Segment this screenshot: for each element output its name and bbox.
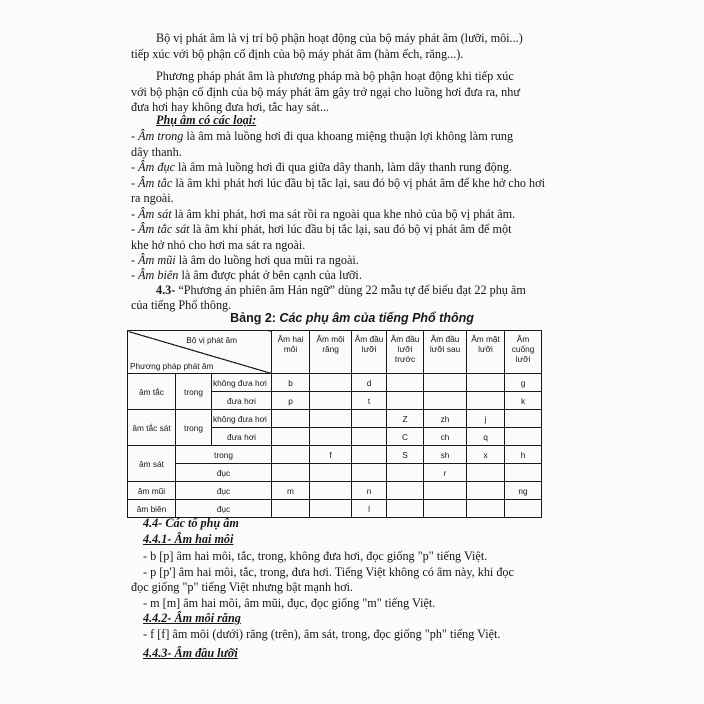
col-header-hai-moi: Âm hai môi (272, 331, 310, 374)
cell-empty (387, 392, 424, 410)
row-label-duc: đục (176, 482, 272, 500)
cell-empty (424, 500, 467, 518)
consonant-table (127, 330, 542, 518)
type-item-am-duc: - Âm đục là âm mà luồng hơi đi qua giữa dây thanh, làm dây thanh rung động. (131, 160, 512, 174)
corner-top-label: Bộ vị phát âm (186, 335, 238, 345)
cell-b: b (272, 374, 310, 392)
type-item-am-bien: - Âm biên là âm được phát ở bên cạnh của lưỡi. (131, 268, 362, 282)
cell-empty (310, 428, 352, 446)
intro-p1-line2: tiếp xúc với bộ phận cố định của bộ máy phát âm (hàm ếch, răng...). (131, 47, 464, 61)
section-4-3-line2: của tiếng Phổ thông. (131, 298, 232, 312)
row-label-am-mui: âm mũi (128, 482, 176, 500)
cell-empty (310, 374, 352, 392)
cell-ch: ch (424, 428, 467, 446)
table-row (128, 482, 542, 500)
intro-p2-line1: Phương pháp phát âm là phương pháp mà bộ phận hoạt động khi tiếp xúc (156, 69, 514, 83)
section-4-4-heading: 4.4- Các tổ phụ âm (143, 516, 239, 530)
row-label-am-bien: âm biên (128, 500, 176, 518)
cell-empty (310, 410, 352, 428)
cell-empty (272, 500, 310, 518)
table-caption-prefix: Bảng 2: (230, 311, 280, 325)
cell-n: n (352, 482, 387, 500)
table-row (128, 446, 542, 464)
consonant-p-line2: đọc giống "p" tiếng Việt nhưng bật mạnh hơi. (131, 580, 354, 594)
cell-empty (505, 464, 542, 482)
cell-ng: ng (505, 482, 542, 500)
cell-empty (424, 374, 467, 392)
intro-p2-line3: đưa hơi hay không đưa hơi, tắc hay sát... (131, 100, 330, 114)
row-label-trong: trong (176, 446, 272, 464)
cell-f: f (310, 446, 352, 464)
intro-p2-line2: với bộ phận cố định của bộ máy phát âm gây trở ngại cho luồng hơi đưa ra, như (131, 85, 520, 99)
cell-empty (467, 482, 505, 500)
desc-am-bien: là âm được phát ở bên cạnh của lưỡi. (178, 268, 362, 282)
type-item-am-tac-sat: - Âm tắc sát là âm khi phát, hơi lúc đầu bị tắc lại, sau đó bộ vị phát âm để một (131, 222, 512, 236)
cell-p: p (272, 392, 310, 410)
section-4-4-3-heading: 4.4.3- Âm đầu lưỡi (143, 646, 238, 660)
cell-empty (272, 428, 310, 446)
row-label-am-sat: âm sát (128, 446, 176, 482)
section-4-4-1-heading: 4.4.1- Âm hai môi (143, 532, 234, 546)
row-label-duc: đục (176, 464, 272, 482)
term-am-bien: Âm biên (138, 268, 179, 282)
cell-empty (424, 482, 467, 500)
type-item-am-mui: - Âm mũi là âm do luồng hơi qua mũi ra ngoài. (131, 253, 359, 267)
row-label-trong: trong (176, 410, 212, 446)
desc-am-sat: là âm khi phát, hơi ma sát rồi ra ngoài qua khe nhỏ của bộ vị phát âm. (171, 207, 516, 221)
type-item-am-tac-cont: ra ngoài. (131, 191, 174, 205)
cell-q: q (467, 428, 505, 446)
cell-empty (310, 500, 352, 518)
desc-am-tac-sat: là âm khi phát, hơi lúc đầu bị tắc lại, sau đó bộ vị phát âm để một (189, 222, 512, 236)
cell-empty (352, 410, 387, 428)
cell-r: r (424, 464, 467, 482)
row-label-khong-dua-hoi: không đưa hơi (212, 374, 272, 392)
col-header-cuong-luoi: Âm cuống lưỡi (505, 331, 542, 374)
col-header-mat-luoi: Âm mặt lưỡi (467, 331, 505, 374)
cell-empty (310, 392, 352, 410)
table-corner-header (128, 331, 272, 374)
cell-g: g (505, 374, 542, 392)
desc-am-trong: là âm mà luồng hơi đi qua khoang miệng thuận lợi không làm rung (183, 129, 514, 143)
table-row (128, 500, 542, 518)
type-item-am-trong-cont: dây thanh. (131, 145, 182, 159)
row-label-am-tac-sat: âm tắc sát (128, 410, 176, 446)
cell-empty (387, 464, 424, 482)
term-am-sat: Âm sát (138, 207, 172, 221)
row-label-duc: đục (176, 500, 272, 518)
cell-m: m (272, 482, 310, 500)
cell-t: t (352, 392, 387, 410)
cell-empty (272, 464, 310, 482)
term-am-trong: Âm trong (138, 129, 184, 143)
cell-empty (505, 410, 542, 428)
cell-c: C (387, 428, 424, 446)
type-item-am-trong: - Âm trong là âm mà luồng hơi đi qua khoang miệng thuận lợi không làm rung (131, 129, 514, 143)
row-label-trong: trong (176, 374, 212, 410)
consonant-types-heading: Phụ âm có các loại: (156, 113, 257, 127)
cell-empty (505, 500, 542, 518)
col-header-dau-luoi-sau: Âm đầu lưỡi sau (424, 331, 467, 374)
cell-z: Z (387, 410, 424, 428)
cell-empty (387, 500, 424, 518)
section-4-3-line1 (156, 283, 526, 298)
cell-empty (352, 464, 387, 482)
table-caption (0, 311, 704, 325)
cell-empty (272, 410, 310, 428)
cell-l: l (352, 500, 387, 518)
term-am-mui: Âm mũi (138, 253, 176, 267)
cell-empty (310, 482, 352, 500)
cell-s: S (387, 446, 424, 464)
term-am-tac-sat: Âm tắc sát (138, 222, 190, 236)
type-item-am-tac-sat-cont: khe hở nhỏ cho hơi ma sát ra ngoài. (131, 238, 306, 252)
cell-empty (467, 392, 505, 410)
consonant-p-line1: - p [p'] âm hai môi, tắc, trong, đưa hơi. Tiếng Việt không có âm này, khi đọc (143, 565, 514, 579)
cell-empty (310, 464, 352, 482)
row-label-dua-hoi: đưa hơi (212, 392, 272, 410)
consonant-f-line: - f [f] âm môi (dưới) răng (trên), âm sát, trong, đọc giống "ph" tiếng Việt. (143, 627, 501, 641)
cell-empty (352, 446, 387, 464)
table-header-row (128, 331, 542, 374)
cell-empty (272, 446, 310, 464)
cell-empty (352, 428, 387, 446)
type-item-am-tac: - Âm tắc là âm khi phát hơi lúc đầu bị tắc lại, sau đó bộ vị phát âm để khe hở cho hơi (131, 176, 545, 190)
term-am-tac: Âm tắc (138, 176, 173, 190)
intro-p1-line1: Bộ vị phát âm là vị trí bộ phận hoạt động của bộ máy phát âm (lưỡi, môi...) (156, 31, 523, 45)
desc-am-tac: là âm khi phát hơi lúc đầu bị tắc lại, sau đó bộ vị phát âm để khe hở cho hơi (172, 176, 545, 190)
col-header-dau-luoi: Âm đầu lưỡi (352, 331, 387, 374)
cell-j: j (467, 410, 505, 428)
col-header-dau-luoi-truoc: Âm đầu lưỡi trước (387, 331, 424, 374)
cell-sh: sh (424, 446, 467, 464)
row-label-khong-dua-hoi: không đưa hơi (212, 410, 272, 428)
cell-empty (387, 482, 424, 500)
cell-d: d (352, 374, 387, 392)
cell-empty (387, 374, 424, 392)
cell-k: k (505, 392, 542, 410)
section-4-3-number: 4.3- (156, 283, 176, 297)
desc-am-mui: là âm do luồng hơi qua mũi ra ngoài. (175, 253, 359, 267)
corner-bottom-label: Phương pháp phát âm (130, 361, 214, 371)
cell-empty (467, 500, 505, 518)
cell-x: x (467, 446, 505, 464)
section-4-3-text: “Phương án phiên âm Hán ngữ” dùng 22 mẫu tự để biểu đạt 22 phụ âm (175, 283, 526, 297)
cell-empty (505, 428, 542, 446)
row-label-dua-hoi: đưa hơi (212, 428, 272, 446)
row-label-am-tac: âm tắc (128, 374, 176, 410)
cell-empty (467, 464, 505, 482)
type-item-am-sat: - Âm sát là âm khi phát, hơi ma sát rồi ra ngoài qua khe nhỏ của bộ vị phát âm. (131, 207, 516, 221)
col-header-moi-rang: Âm môi răng (310, 331, 352, 374)
cell-empty (467, 374, 505, 392)
table-row (128, 464, 542, 482)
desc-am-duc: là âm mà luồng hơi đi qua giữa dây thanh, làm dây thanh rung động. (175, 160, 512, 174)
term-am-duc: Âm đục (138, 160, 175, 174)
cell-h: h (505, 446, 542, 464)
cell-zh: zh (424, 410, 467, 428)
table-row (128, 374, 542, 392)
table-caption-title: Các phụ âm của tiếng Phổ thông (279, 311, 474, 325)
table-row (128, 410, 542, 428)
consonant-b-line: - b [p] âm hai môi, tắc, trong, không đưa hơi, đọc giống "p" tiếng Việt. (143, 549, 488, 563)
section-4-4-2-heading: 4.4.2- Âm môi răng (143, 611, 241, 625)
cell-empty (424, 392, 467, 410)
consonant-m-line: - m [m] âm hai môi, âm mũi, đục, đọc giống "m" tiếng Việt. (143, 596, 436, 610)
